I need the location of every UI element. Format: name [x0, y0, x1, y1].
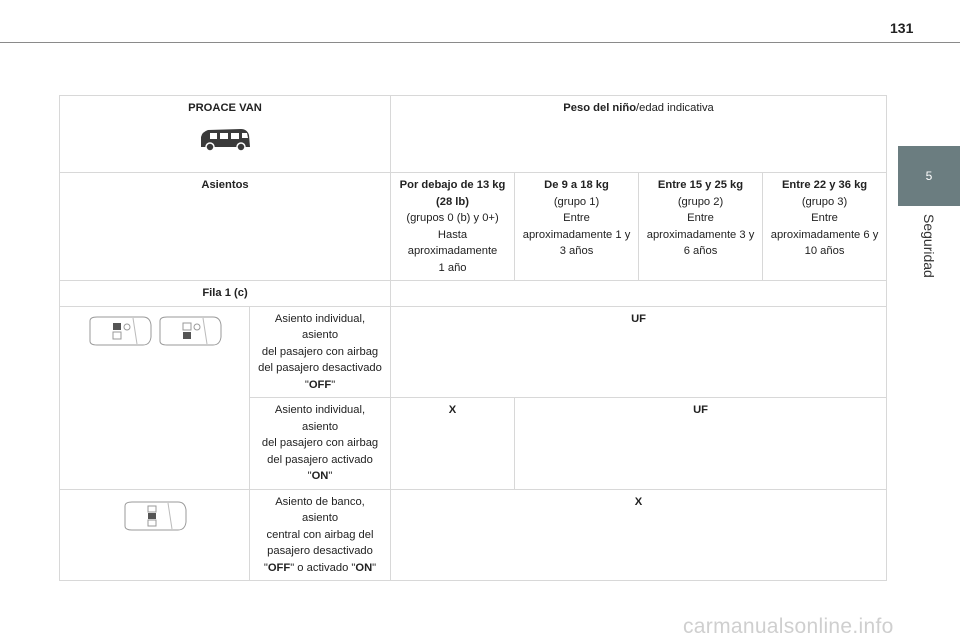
group-line: Entre — [811, 212, 838, 224]
airbag-state — [256, 560, 384, 577]
weight-header-bold: Peso del niño — [563, 102, 637, 114]
group-weight: Por debajo de 13 kg — [399, 179, 506, 191]
seats-label: Asientos — [60, 173, 391, 281]
airbag-state-value: ON — [311, 470, 329, 482]
group-weight-lb: (28 lb) — [436, 195, 469, 208]
quote: " — [331, 378, 336, 391]
quote: " — [372, 561, 377, 574]
header-divider — [0, 42, 960, 43]
airbag-state — [256, 468, 384, 485]
group-line: (grupos 0 (b) y 0+) — [406, 212, 499, 224]
group-line: aproximadamente — [407, 245, 498, 257]
suitability-value: X — [391, 489, 887, 581]
quote: " — [328, 470, 333, 482]
weight-header-rest: /edad indicativa — [636, 102, 714, 114]
group-cell — [391, 173, 515, 281]
car-top-view-icon — [87, 315, 153, 347]
airbag-state-value: OFF — [308, 378, 332, 391]
quote: " — [263, 561, 268, 574]
suitability-value: UF — [515, 398, 887, 490]
seat-description — [250, 306, 391, 398]
group-line: 6 años — [683, 245, 718, 257]
seat-description-line: central con airbag del — [266, 528, 374, 541]
group-line: 3 años — [559, 245, 594, 257]
single-seat-diagram-cell — [60, 306, 250, 489]
group-line: Hasta — [437, 228, 468, 241]
group-line: aproximadamente 6 y — [770, 228, 879, 241]
van-icon — [66, 125, 384, 153]
row-label-spacer — [391, 281, 887, 307]
group-line: (grupo 2) — [677, 195, 724, 208]
airbag-state — [256, 377, 384, 394]
airbag-state-value: ON — [355, 561, 373, 574]
seat-description — [250, 489, 391, 581]
bench-seat-diagram — [66, 500, 243, 532]
group-weight: De 9 a 18 kg — [544, 179, 609, 191]
row-label: Fila 1 (c) — [60, 281, 391, 307]
suitability-value: UF — [391, 306, 887, 398]
weight-header-cell — [391, 96, 887, 173]
quote: " — [304, 378, 309, 391]
watermark: carmanualsonline.info — [683, 615, 894, 638]
group-line: (grupo 3) — [801, 195, 848, 208]
group-line: aproximadamente 3 y — [646, 228, 755, 241]
page-number: 131 — [890, 20, 914, 36]
state-connector: " o activado " — [290, 561, 356, 574]
vehicle-model: PROACE VAN — [188, 102, 262, 114]
vehicle-header-cell — [60, 96, 391, 173]
group-weight: Entre 15 y 25 kg — [657, 179, 744, 191]
group-weight: Entre 22 y 36 kg — [781, 179, 868, 191]
quote: " — [307, 470, 312, 482]
section-label — [898, 206, 960, 296]
group-line: Entre — [687, 212, 714, 224]
seat-description-line: del pasajero desactivado — [258, 362, 382, 374]
group-line: (grupo 1) — [553, 195, 600, 208]
group-line: aproximadamente 1 y — [522, 228, 631, 241]
group-line: 10 años — [804, 245, 845, 257]
chapter-number: 5 — [925, 169, 933, 183]
airbag-state-value: OFF — [267, 561, 291, 574]
suitability-value: X — [391, 398, 515, 490]
child-seat-table — [59, 95, 887, 581]
car-top-view-icon — [122, 500, 188, 532]
seat-description-line: del pasajero con airbag — [261, 345, 379, 358]
single-seat-diagram — [66, 315, 243, 347]
seat-description-line: Asiento individual, asiento — [274, 404, 366, 433]
group-cell — [763, 173, 887, 281]
section-title: Seguridad — [921, 214, 937, 278]
car-top-view-icon — [157, 315, 223, 347]
seat-description-line: pasajero desactivado — [267, 545, 373, 557]
seat-description — [250, 398, 391, 490]
group-cell — [639, 173, 763, 281]
seat-description-line: Asiento de banco, asiento — [275, 495, 365, 524]
group-line: 1 año — [438, 261, 467, 274]
seat-description-line: del pasajero con airbag — [261, 437, 379, 449]
group-cell — [515, 173, 639, 281]
seat-description-line: Asiento individual, asiento — [274, 312, 366, 341]
bench-seat-diagram-cell — [60, 489, 250, 581]
seat-description-line: del pasajero activado — [267, 453, 373, 466]
chapter-tab[interactable] — [898, 146, 960, 206]
group-line: Entre — [563, 212, 590, 224]
